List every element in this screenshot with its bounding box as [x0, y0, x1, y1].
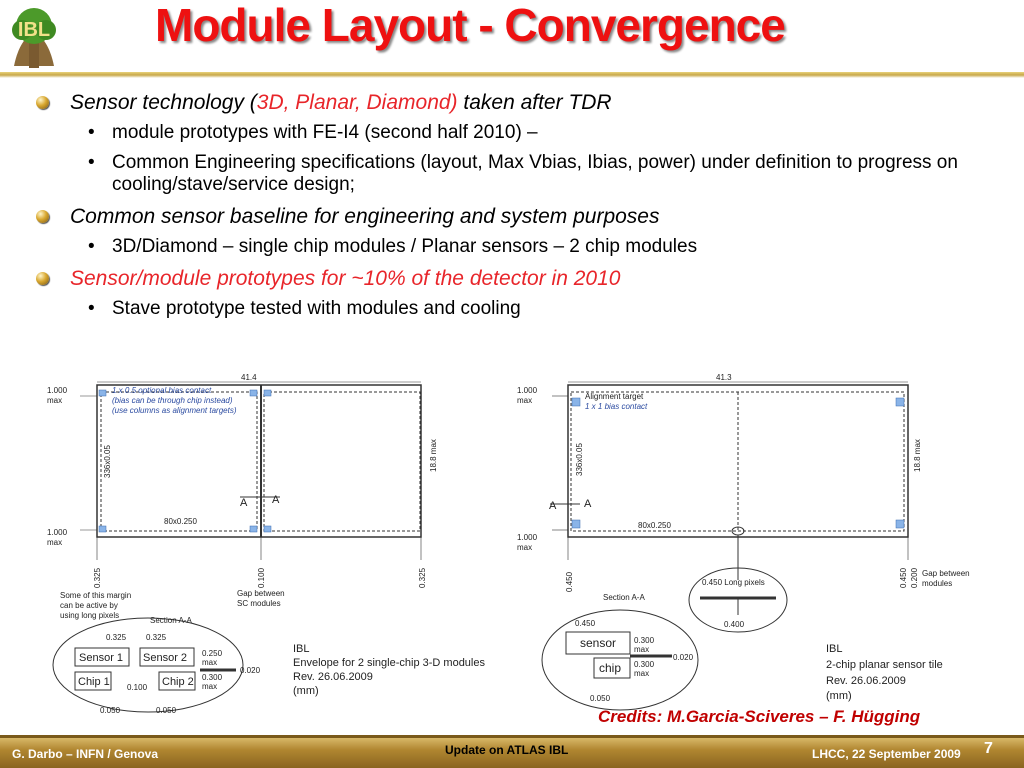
left-sensor-2: Sensor 2 — [143, 652, 188, 664]
right-dmaxa: max — [634, 645, 650, 654]
left-bot-3: 0.325 — [418, 567, 427, 588]
title-rule — [0, 72, 1024, 78]
bullet-text: taken after TDR — [457, 91, 612, 114]
right-section: Section A-A — [603, 593, 645, 602]
left-caption-4: (mm) — [293, 685, 319, 697]
left-s0325b: 0.325 — [146, 633, 167, 642]
left-max-bot: 1.000 — [47, 528, 68, 537]
right-hdim: 80x0.250 — [638, 521, 671, 530]
left-a1: A — [240, 497, 248, 509]
left-bot-1: 0.325 — [93, 567, 102, 588]
right-d0020: 0.020 — [673, 653, 694, 662]
left-chip-1: Chip 1 — [78, 676, 110, 688]
right-note-1: Alignment target — [585, 392, 644, 401]
right-bot-3: 0.200 — [910, 567, 919, 588]
ibl-logo — [4, 6, 64, 72]
left-d0050a: 0.050 — [100, 706, 121, 715]
footer-author: G. Darbo – INFN / Genova — [12, 747, 159, 761]
right-d0050: 0.050 — [590, 694, 611, 703]
right-dmaxb: max — [634, 669, 650, 678]
left-top-dim: 41.4 — [241, 373, 257, 382]
bullet-common-baseline — [32, 204, 992, 230]
left-d0050b: 0.050 — [156, 706, 177, 715]
left-max-top-unit: max — [47, 396, 63, 405]
sub-bullet-text: Common Engineering specifications (layout, Max Vbias, Ibias, power) under definition to progress on cooling/stave/service design; — [112, 152, 958, 195]
left-note-2: (bias can be through chip instead) — [112, 396, 233, 405]
footer — [0, 738, 1024, 768]
left-vdim: 336x0.05 — [103, 445, 112, 478]
right-right-dim: 18.8 max — [913, 439, 922, 472]
right-a2: A — [584, 498, 592, 510]
bullet-text: Common sensor baseline for engineering and system purposes — [70, 205, 660, 228]
right-caption-4: (mm) — [826, 690, 852, 702]
right-max-bot: 1.000 — [517, 533, 538, 542]
right-caption-3: Rev. 26.06.2009 — [826, 675, 906, 687]
right-bot-1: 0.450 — [565, 571, 574, 592]
left-max-top: 1.000 — [47, 386, 68, 395]
right-s0450: 0.450 — [575, 619, 596, 628]
left-sensor-1: Sensor 1 — [79, 652, 124, 664]
right-top-dim: 41.3 — [716, 373, 732, 382]
sub-bullet: • Common Engineering specifications (layout, Max Vbias, Ibias, power) under definition to progress on cooling/stave/service design; — [88, 152, 958, 195]
right-gap-1: Gap between — [922, 569, 970, 578]
right-sensor: sensor — [580, 636, 617, 650]
right-caption-2: 2-chip planar sensor tile — [826, 659, 943, 671]
left-max-bot-unit: max — [47, 538, 63, 547]
right-d0300b: 0.300 — [634, 660, 655, 669]
left-gap-2: SC modules — [237, 599, 281, 608]
sub-bullet-text: module prototypes with FE-I4 (second half 2010) – — [112, 122, 538, 143]
bullet-prototypes — [32, 266, 992, 292]
footer-title: Update on ATLAS IBL — [445, 743, 569, 757]
right-long-pixels: 0.450 Long pixels — [702, 578, 765, 587]
right-max-top-unit: max — [517, 396, 533, 405]
left-s0325a: 0.325 — [106, 633, 127, 642]
right-note-2: 1 x 1 bias contact — [585, 402, 648, 411]
credits: Credits: M.Garcia-Sciveres – F. Hügging — [598, 707, 921, 726]
left-caption-3: Rev. 26.06.2009 — [293, 671, 373, 683]
left-dmax1: max — [202, 658, 218, 667]
left-hdim: 80x0.250 — [164, 517, 197, 526]
left-note-1: 1 x 0.5 optional bias contact — [112, 386, 212, 395]
page-number: 7 — [984, 740, 993, 757]
right-vdim: 336x0.05 — [575, 443, 584, 476]
right-max-top: 1.000 — [517, 386, 538, 395]
sub-bullet: • module prototypes with FE-I4 (second half 2010) – — [88, 122, 538, 143]
left-margin-1: Some of this margin — [60, 591, 132, 600]
left-margin-3: using long pixels — [60, 611, 120, 620]
sub-bullet-text: 3D/Diamond – single chip modules / Planar sensors – 2 chip modules — [112, 236, 698, 257]
left-note-3: (use columns as alignment targets) — [112, 406, 237, 415]
right-max-bot-unit: max — [517, 543, 533, 552]
right-d0300a: 0.300 — [634, 636, 655, 645]
left-d0300: 0.300 — [202, 673, 223, 682]
left-d0250: 0.250 — [202, 649, 223, 658]
left-d0100: 0.100 — [127, 683, 148, 692]
left-dmax2: max — [202, 682, 218, 691]
left-caption-1: IBL — [293, 643, 310, 655]
bullet-highlight: 3D, Planar, Diamond) — [256, 91, 458, 114]
right-a1: A — [549, 500, 557, 512]
bullet-text: Sensor technology ( — [70, 91, 257, 114]
left-margin-2: can be active by — [60, 601, 118, 610]
right-caption-1: IBL — [826, 643, 843, 655]
left-caption-2: Envelope for 2 single-chip 3-D modules — [293, 657, 485, 669]
left-bot-2: 0.100 — [257, 567, 266, 588]
right-d0400: 0.400 — [724, 620, 745, 629]
right-bot-2: 0.450 — [899, 567, 908, 588]
right-gap-2: modules — [922, 579, 953, 588]
left-chip-2: Chip 2 — [162, 676, 194, 688]
left-section: Section A-A — [150, 616, 192, 625]
slide-title: Module Layout - Convergence — [155, 0, 785, 51]
bullet-dot-icon — [36, 96, 49, 109]
left-a2: A — [272, 494, 280, 506]
bullet-dot-icon — [36, 272, 49, 285]
bullet-sensor-technology — [32, 90, 992, 116]
left-gap-1: Gap between — [237, 589, 285, 598]
sub-bullet: • Stave prototype tested with modules and cooling — [88, 298, 521, 319]
logo-text: IBL — [17, 19, 51, 41]
module-layout-diagram — [0, 370, 1024, 730]
bullet-list — [32, 90, 992, 328]
bullet-text: Sensor/module prototypes for ~10% of the detector in 2010 — [70, 267, 621, 290]
bullet-dot-icon — [36, 210, 49, 223]
right-chip: chip — [599, 661, 622, 675]
sub-bullet: • 3D/Diamond – single chip modules / Planar sensors – 2 chip modules — [88, 236, 698, 257]
left-right-dim: 18.8 max — [429, 439, 438, 472]
sub-bullet-text: Stave prototype tested with modules and cooling — [112, 298, 521, 319]
left-d0020: 0.020 — [240, 666, 261, 675]
footer-date: LHCC, 22 September 2009 — [812, 747, 961, 761]
